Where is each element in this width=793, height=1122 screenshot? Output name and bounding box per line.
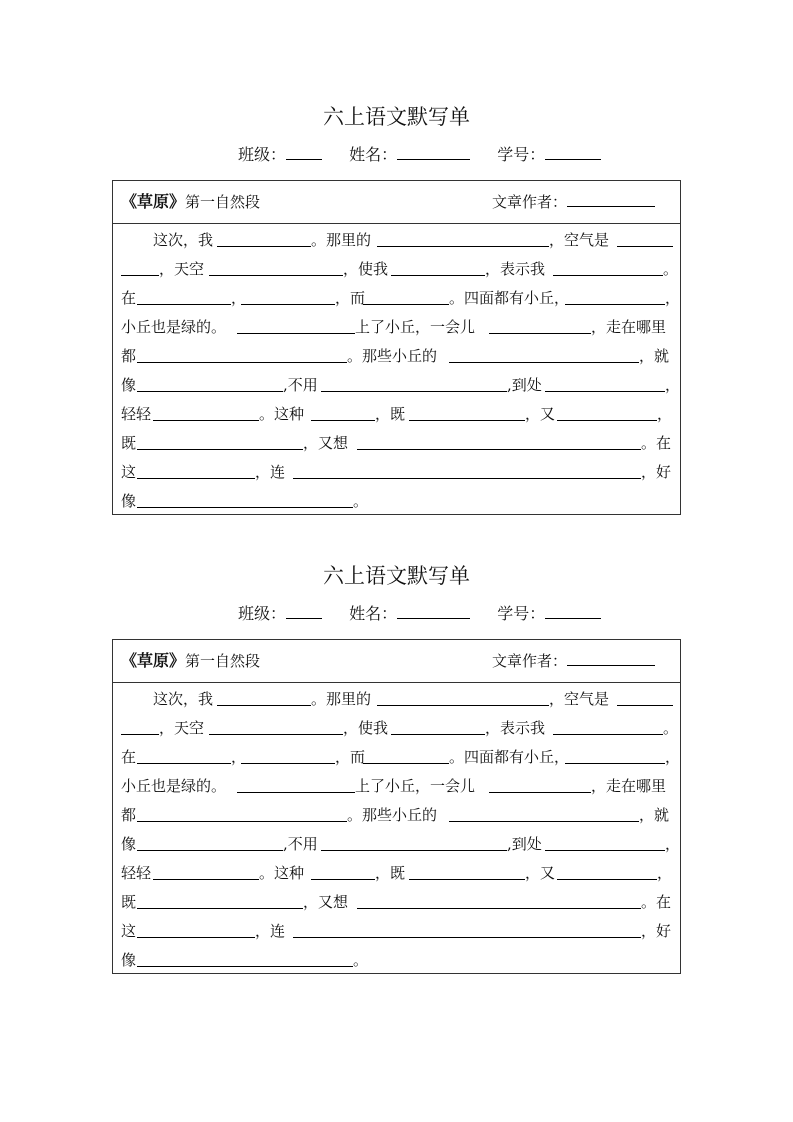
answer-blank[interactable] bbox=[209, 255, 343, 276]
passage-line: 既 ，又想 。在 bbox=[121, 888, 673, 917]
passage-line: 像 。 bbox=[121, 487, 673, 516]
answer-blank[interactable] bbox=[293, 917, 641, 938]
passage-line: 这次，我 。那里的 ，空气是 bbox=[121, 226, 673, 255]
answer-blank[interactable] bbox=[357, 429, 641, 450]
answer-blank[interactable] bbox=[217, 226, 311, 247]
answer-blank[interactable] bbox=[363, 743, 449, 764]
answer-blank[interactable] bbox=[321, 830, 507, 851]
answer-blank[interactable] bbox=[137, 487, 353, 508]
worksheet-title: 六上语文默写单 bbox=[323, 564, 470, 588]
passage-line: 轻轻 。这种 ，既 ，又 ， bbox=[121, 400, 673, 429]
answer-blank[interactable] bbox=[241, 743, 335, 764]
answer-blank[interactable] bbox=[377, 226, 549, 247]
answer-blank[interactable] bbox=[557, 859, 657, 880]
lesson-title: 《草原》 bbox=[121, 192, 186, 211]
answer-blank[interactable] bbox=[409, 400, 525, 421]
passage-line: 小丘也是绿的。 上了小丘，一会儿 ，走在哪里 bbox=[121, 313, 673, 342]
answer-blank[interactable] bbox=[137, 429, 303, 450]
answer-blank[interactable] bbox=[137, 888, 303, 909]
student-id-field[interactable]: 学号： bbox=[497, 604, 601, 623]
passage-line: 既 ，又想 。在 bbox=[121, 429, 673, 458]
answer-blank[interactable] bbox=[617, 226, 673, 247]
worksheet-title: 六上语文默写单 bbox=[323, 105, 470, 129]
answer-blank[interactable] bbox=[293, 458, 641, 479]
answer-blank[interactable] bbox=[363, 284, 449, 305]
answer-blank[interactable] bbox=[565, 743, 665, 764]
answer-blank[interactable] bbox=[553, 714, 663, 735]
answer-blank[interactable] bbox=[617, 685, 673, 706]
answer-blank[interactable] bbox=[137, 284, 231, 305]
answer-blank[interactable] bbox=[153, 859, 259, 880]
answer-blank[interactable] bbox=[321, 371, 507, 392]
lesson-section: 第一自然段 bbox=[185, 193, 261, 211]
answer-blank[interactable] bbox=[311, 859, 375, 880]
answer-blank[interactable] bbox=[137, 946, 353, 967]
author-field[interactable]: 文章作者： bbox=[492, 640, 655, 682]
answer-blank[interactable] bbox=[545, 371, 665, 392]
answer-blank[interactable] bbox=[553, 255, 663, 276]
dictation-box bbox=[112, 180, 681, 515]
answer-blank[interactable] bbox=[137, 342, 347, 363]
passage-line: 这次，我 。那里的 ，空气是 bbox=[121, 685, 673, 714]
answer-blank[interactable] bbox=[391, 714, 485, 735]
answer-blank[interactable] bbox=[565, 284, 665, 305]
answer-blank[interactable] bbox=[137, 917, 255, 938]
passage-line: 小丘也是绿的。 上了小丘，一会儿 ，走在哪里 bbox=[121, 772, 673, 801]
passage-line: 轻轻 。这种 ，既 ，又 ， bbox=[121, 859, 673, 888]
answer-blank[interactable] bbox=[449, 801, 639, 822]
answer-blank[interactable] bbox=[121, 714, 159, 735]
answer-blank[interactable] bbox=[237, 313, 355, 334]
answer-blank[interactable] bbox=[137, 743, 231, 764]
passage-line: 这 ，连 ，好 bbox=[121, 458, 673, 487]
dictation-box bbox=[112, 639, 681, 974]
box-header bbox=[113, 181, 680, 224]
answer-blank[interactable] bbox=[449, 342, 639, 363]
passage-line: 在 ， ，而 。四面都有小丘， ， bbox=[121, 743, 673, 772]
answer-blank[interactable] bbox=[489, 772, 591, 793]
worksheet-2 bbox=[0, 561, 793, 1001]
answer-blank[interactable] bbox=[137, 458, 255, 479]
answer-blank[interactable] bbox=[357, 888, 641, 909]
student-id-field[interactable]: 学号： bbox=[497, 145, 601, 164]
answer-blank[interactable] bbox=[237, 772, 355, 793]
answer-blank[interactable] bbox=[391, 255, 485, 276]
answer-blank[interactable] bbox=[137, 371, 283, 392]
passage-line: 像 ,不用 ,到处 ， bbox=[121, 830, 673, 859]
student-info-row bbox=[238, 142, 601, 168]
answer-blank[interactable] bbox=[121, 255, 159, 276]
name-field[interactable]: 姓名： bbox=[349, 604, 470, 623]
box-header bbox=[113, 640, 680, 683]
passage-line: ，天空 ，使我 ，表示我 。 bbox=[121, 714, 673, 743]
worksheet-1 bbox=[0, 102, 793, 542]
answer-blank[interactable] bbox=[217, 685, 311, 706]
answer-blank[interactable] bbox=[545, 830, 665, 851]
author-field[interactable]: 文章作者： bbox=[492, 181, 655, 223]
lesson-section: 第一自然段 bbox=[185, 652, 261, 670]
class-field[interactable]: 班级： bbox=[238, 604, 322, 623]
name-field[interactable]: 姓名： bbox=[349, 145, 470, 164]
answer-blank[interactable] bbox=[241, 284, 335, 305]
passage-line: 这 ，连 ，好 bbox=[121, 917, 673, 946]
answer-blank[interactable] bbox=[409, 859, 525, 880]
lesson-title: 《草原》 bbox=[121, 651, 186, 670]
passage-line: 像 。 bbox=[121, 946, 673, 975]
answer-blank[interactable] bbox=[311, 400, 375, 421]
answer-blank[interactable] bbox=[377, 685, 549, 706]
passage-line: 都 。那些小丘的 ，就 bbox=[121, 342, 673, 371]
passage-line: 在 ， ，而 。四面都有小丘， ， bbox=[121, 284, 673, 313]
answer-blank[interactable] bbox=[557, 400, 657, 421]
passage-line: 像 ,不用 ,到处 ， bbox=[121, 371, 673, 400]
answer-blank[interactable] bbox=[489, 313, 591, 334]
answer-blank[interactable] bbox=[209, 714, 343, 735]
passage-line: ，天空 ，使我 ，表示我 。 bbox=[121, 255, 673, 284]
answer-blank[interactable] bbox=[137, 830, 283, 851]
answer-blank[interactable] bbox=[153, 400, 259, 421]
answer-blank[interactable] bbox=[137, 801, 347, 822]
lesson-heading bbox=[121, 181, 260, 223]
student-info-row bbox=[238, 601, 601, 627]
class-field[interactable]: 班级： bbox=[238, 145, 322, 164]
lesson-heading bbox=[121, 640, 260, 682]
passage-line: 都 。那些小丘的 ，就 bbox=[121, 801, 673, 830]
